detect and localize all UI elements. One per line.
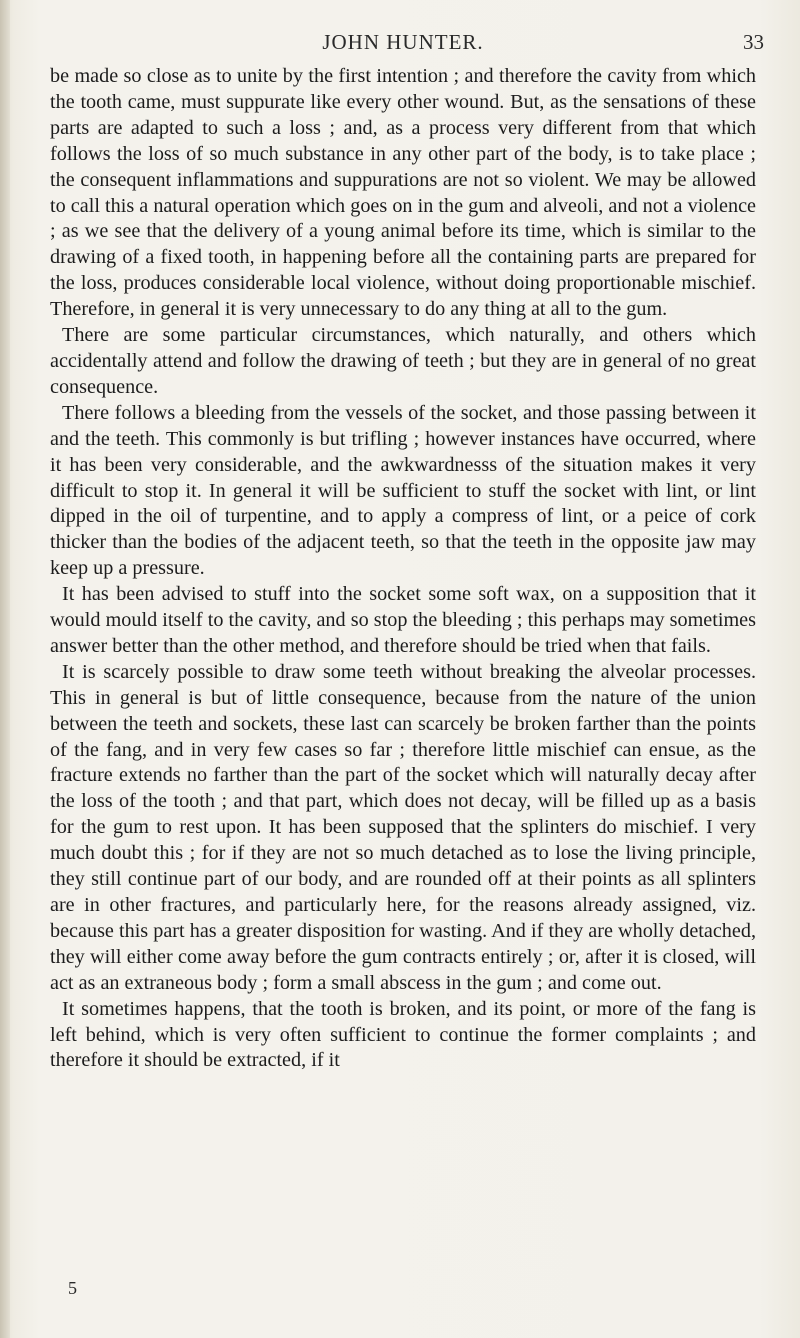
paragraph: It is scarcely possible to draw some teeth without breaking the alveolar processes. This in general is but of little consequence, because from the nature of the union between the teeth and sockets, these last can scarcely be broken farther than the points of the fang, and in very few cases so far ; therefore little mischief can ensue, as the fracture extends no farther than the part of the socket which will naturally decay after the loss of the tooth ; and that part, which does not decay, will be filled up as a basis for the gum to rest upon. It has been supposed that the splinters do mischief. I very much doubt this ; for if they are not so much detached as to lose the living principle, they still continue part of our body, and are rounded off at their points as all splinters are in other fractures, and particularly here, for the reasons already assigned, viz. because this part has a greater disposition for wasting. And if they are wholly detached, they will either come away before the gum contracts entirely ; or, after it is closed, will act as an extraneous body ; form a small abscess in the gum ; and come out. (50, 660, 756, 994)
paragraph: be made so close as to unite by the first intention ; and therefore the cavity from which the tooth came, must suppurate like every other wound. But, as the sensations of these parts are adapted to such a loss ; and, as a process very different from that which follows the loss of so much substance in any other part of the body, is to take place ; the consequent inflammations and suppurations are not so violent. We may be allowed to call this a natural operation which goes on in the gum and alveoli, and not a violence ; as we see that the delivery of a young animal before its time, which is similar to the drawing of a fixed tooth, in happening before all the containing parts are prepared for the loss, produces considerable local violence, without doing proportionable mischief. Therefore, in general it is very unnecessary to do any thing at all to the gum. (50, 65, 756, 321)
paragraph: There are some particular circumstances, which naturally, and others which accidentally attend and follow the drawing of teeth ; but they are in general of no great consequence. (50, 324, 756, 398)
paragraph: There follows a bleeding from the vessels of the socket, and those passing between it and the teeth. This commonly is but trifling ; however instances have occurred, where it has been very considerable, and the awkwardnesss of the situation makes it very difficult to stop it. In general it will be sufficient to stuff the socket with lint, or lint dipped in the oil of turpentine, and to apply a compress of lint, or a peice of cork thicker than the bodies of the adjacent teeth, so that the teeth in the opposite jaw may keep up a pressure. (50, 401, 756, 580)
page-header (42, 30, 764, 56)
page-number: 33 (743, 30, 764, 54)
body-text (50, 64, 756, 1074)
page-gutter (0, 0, 10, 1338)
paragraph: It sometimes happens, that the tooth is broken, and its point, or more of the fang is left behind, which is very often sufficient to continue the former complaints ; and therefore it should be extracted, if it (50, 997, 756, 1072)
signature-mark: 5 (68, 1278, 77, 1298)
running-head: JOHN HUNTER. (322, 30, 484, 54)
paragraph: It has been advised to stuff into the socket some soft wax, on a supposition that it would mould itself to the cavity, and so stop the bleeding ; this perhaps may sometimes answer better than the other method, and therefore should be tried when that fails. (50, 583, 756, 657)
